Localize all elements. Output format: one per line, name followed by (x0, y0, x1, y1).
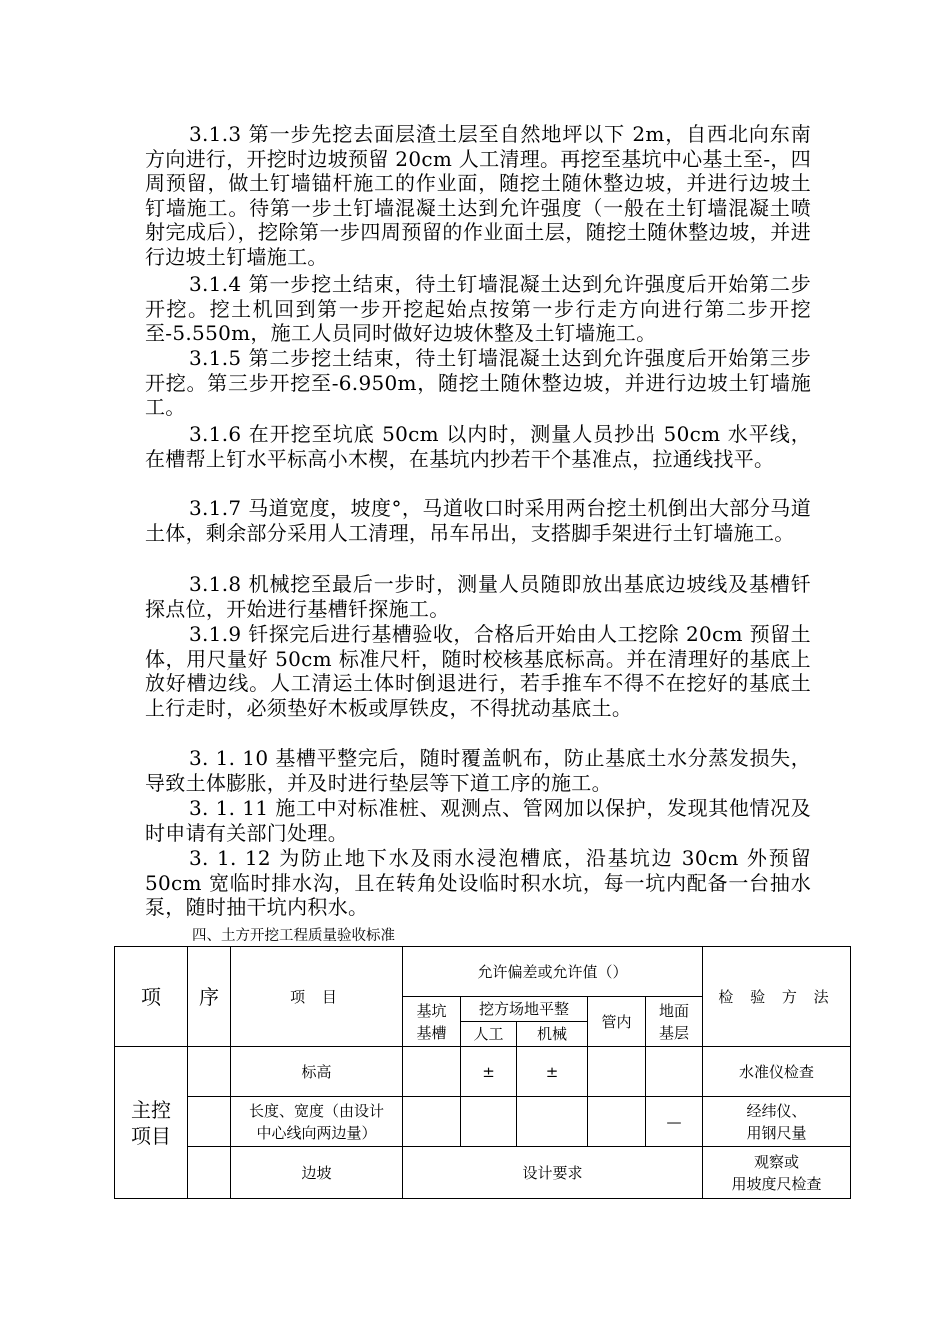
row3-seq (188, 1147, 231, 1199)
paragraph-3-1-7: 3.1.7 马道宽度，坡度°，马道收口时采用两台挖土机倒出大部分马道土体，剩余部分采用人工清理，吊车吊出，支搭脚手架进行土钉墙施工。 (145, 496, 811, 545)
header-pit-line2: 基槽 (416, 1023, 447, 1042)
header-project: 项 目 (231, 947, 403, 1047)
group-line1: 主控 (131, 1097, 171, 1122)
quality-acceptance-table (114, 946, 851, 1199)
row3-project: 边坡 (231, 1147, 403, 1199)
paragraph-3-1-11: 3. 1. 11 施工中对标准桩、观测点、管网加以保护，发现其他情况及时申请有关部门处理。 (145, 796, 811, 845)
header-site-grading: 挖方场地平整 (461, 997, 588, 1022)
paragraph-3-1-3: 3.1.3 第一步先挖去面层渣土层至自然地坪以下 2m，自西北向东南方向进行，开挖时边坡预留 20cm 人工清理。再挖至基坑中心基土至-，四周预留，做土钉墙锚杆施工的作业面，随挖土随休整边坡，并进行边坡土钉墙施工。待第一步土钉墙混凝土达到允许强度（一般在土钉墙混凝土喷射完成后），挖除第一步四周预留的作业面土层，随挖土随休整边坡，并进行边坡土钉墙施工。 (145, 122, 811, 269)
row3-method-line2: 用坡度尺检查 (731, 1174, 822, 1193)
header-pipe: 管内 (588, 997, 646, 1047)
row2-method-line1: 经纬仪、 (746, 1101, 807, 1120)
header-ground-base (646, 997, 703, 1047)
header-ground-line2: 基层 (659, 1023, 690, 1042)
header-pit (403, 997, 461, 1047)
row2-manual (461, 1097, 517, 1147)
row1-ground (646, 1047, 703, 1097)
row3-method-line1: 观察或 (754, 1152, 800, 1171)
paragraph-3-1-4: 3.1.4 第一步挖土结束，待土钉墙混凝土达到允许强度后开始第二步开挖。挖土机回到第一步开挖起始点按第一步行走方向进行第二步开挖至-5.550m，施工人员同时做好边坡休整及土钉墙施工。 (145, 272, 811, 345)
group-main-control (115, 1047, 188, 1199)
row1-machine: ± (517, 1047, 588, 1097)
row1-manual: ± (461, 1047, 517, 1097)
row1-method: 水准仪检查 (703, 1047, 851, 1097)
header-manual: 人工 (461, 1022, 517, 1047)
paragraph-3-1-5: 3.1.5 第二步挖土结束，待土钉墙混凝土达到允许强度后开始第三步开挖。第三步开挖至-6.950m，随挖土随休整边坡，并进行边坡土钉墙施工。 (145, 346, 811, 419)
row1-pipe (588, 1047, 646, 1097)
row2-machine (517, 1097, 588, 1147)
table-caption: 四、土方开挖工程质量验收标准 (192, 928, 395, 944)
row1-project: 标高 (231, 1047, 403, 1097)
row2-pit (403, 1097, 461, 1147)
header-pit-line1: 基坑 (416, 1001, 447, 1020)
paragraph-3-1-8: 3.1.8 机械挖至最后一步时，测量人员随即放出基底边坡线及基槽钎探点位，开始进行基槽钎探施工。 (145, 572, 811, 621)
header-machine: 机械 (517, 1022, 588, 1047)
table-row (115, 1097, 851, 1147)
header-seq: 序 (188, 947, 231, 1047)
row2-ground: — (646, 1097, 703, 1147)
table-row (115, 1147, 851, 1199)
row3-value: 设计要求 (403, 1147, 703, 1199)
paragraph-3-1-6: 3.1.6 在开挖至坑底 50cm 以内时，测量人员抄出 50cm 水平线，在槽帮上钉水平标高小木楔，在基坑内抄若干个基准点，拉通线找平。 (145, 422, 811, 471)
header-ground-line1: 地面 (659, 1001, 690, 1020)
paragraph-3-1-12: 3. 1. 12 为防止地下水及雨水浸泡槽底，沿基坑边 30cm 外预留 50cm 宽临时排水沟，且在转角处设临时积水坑，每一坑内配备一台抽水泵，随时抽干坑内积水。 (145, 846, 811, 919)
row2-project-line1: 长度、宽度（由设计 (248, 1101, 384, 1120)
header-item: 项 (115, 947, 188, 1047)
table-row (115, 1047, 851, 1097)
row3-method (703, 1147, 851, 1199)
row2-method-line2: 用钢尺量 (746, 1123, 807, 1142)
row2-method (703, 1097, 851, 1147)
row2-pipe (588, 1097, 646, 1147)
row1-seq (188, 1047, 231, 1097)
row2-seq (188, 1097, 231, 1147)
paragraph-3-1-10: 3. 1. 10 基槽平整完后，随时覆盖帆布，防止基底土水分蒸发损失，导致土体膨胀，并及时进行垫层等下道工序的施工。 (145, 746, 811, 795)
paragraph-3-1-9: 3.1.9 钎探完后进行基槽验收，合格后开始由人工挖除 20cm 预留土体，用尺量好 50cm 标准尺杆，随时校核基底标高。并在清理好的基底上放好槽边线。人工清运土体时倒退进行，若手推车不得不在挖好的基底土上行走时，必须垫好木板或厚铁皮，不得扰动基底土。 (145, 622, 811, 720)
header-inspection-method: 检 验 方 法 (703, 947, 851, 1047)
header-allowed-deviation: 允许偏差或允许值（） (403, 947, 703, 997)
row1-pit (403, 1047, 461, 1097)
row2-project-line2: 中心线向两边量） (256, 1123, 377, 1142)
row2-project (231, 1097, 403, 1147)
group-line2: 项目 (131, 1123, 171, 1148)
